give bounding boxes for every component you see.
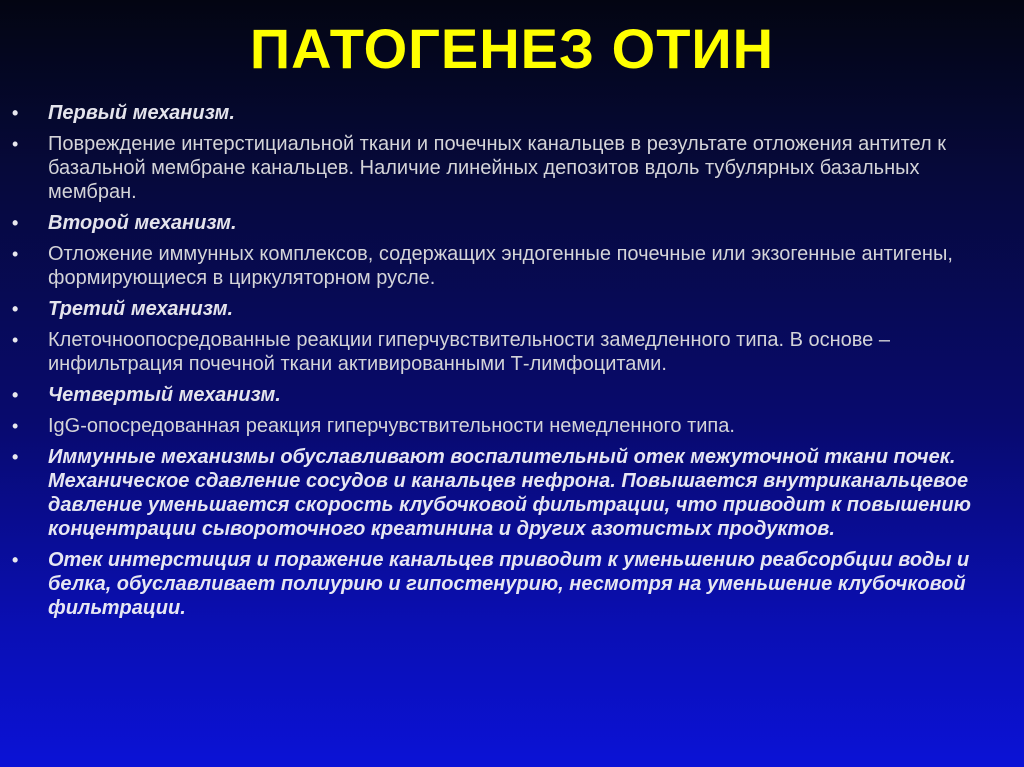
mechanism-heading: Третий механизм. [48,298,234,320]
bullet-icon: • [12,299,19,319]
bullet-icon: • [12,330,19,350]
list-item [0,101,1024,125]
mechanism-heading: Четвертый механизм. [48,384,281,406]
list-item [0,211,1024,235]
mechanism-description: Повреждение интерстициальной ткани и почечных канальцев в результате отложения антител к базальной мембране канальцев. Наличие линейных депозитов вдоль тубулярных базальных мембран. [48,133,946,203]
bullet-icon: • [12,213,19,233]
bullet-icon: • [12,244,19,264]
bullet-icon: • [12,550,19,570]
summary-paragraph: Отек интерстиция и поражение канальцев приводит к уменьшению реабсорбции воды и белка, обуславливает полиурию и гипостенурию, несмотря на уменьшение клубочковой фильтрации. [48,549,970,619]
mechanism-description: IgG-опосредованная реакция гиперчувствительности немедленного типа. [48,415,735,437]
mechanism-description: Отложение иммунных комплексов, содержащих эндогенные почечные или экзогенные антигены, формирующиеся в циркуляторном русле. [48,243,953,289]
summary-paragraph: Иммунные механизмы обуславливают воспалительный отек межуточной ткани почек. Механическое сдавление сосудов и канальцев нефрона. Повышается внутриканальцевое давление уменьшается скорость клубочковой фильтрации, что приводит к повышению концентрации сывороточного креатинина и других азотистых продуктов. [48,446,971,540]
list-item [0,297,1024,321]
mechanism-heading: Первый механизм. [48,102,235,124]
list-item [0,132,1024,204]
bullet-icon: • [12,103,19,123]
mechanism-description: Клеточноопосредованные реакции гиперчувствительности замедленного типа. В основе – инфильтрация почечной ткани активированными Т-лимфоцитами. [48,329,890,375]
slide-title: ПАТОГЕНЕЗ ОТИН [249,17,775,80]
list-item [0,383,1024,407]
list-item [0,414,1024,438]
bullet-icon: • [12,385,19,405]
list-item [0,328,1024,376]
bullet-icon: • [12,447,19,467]
list-item [0,445,1024,541]
list-item [0,548,1024,620]
bullet-icon: • [12,416,19,436]
bullet-icon: • [12,134,19,154]
list-item [0,242,1024,290]
bullet-list [0,101,1024,627]
mechanism-heading: Второй механизм. [48,212,237,234]
